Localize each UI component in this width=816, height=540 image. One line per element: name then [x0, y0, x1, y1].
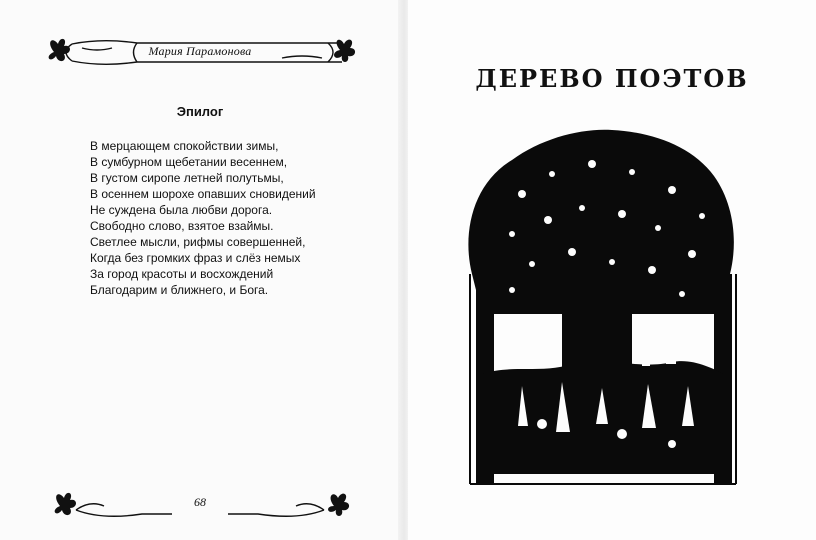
poem-line: Благодарим и ближнего, и Бога. [90, 283, 269, 297]
poem-line: В мерцающем спокойствии зимы, [90, 139, 279, 153]
running-head: Мария Парамонова [148, 44, 252, 58]
poem-title: Эпилог [176, 104, 224, 119]
poem-line: Светлее мысли, рифмы совершенней, [90, 235, 306, 249]
poem-line: Свободно слово, взятое взаймы. [90, 219, 274, 233]
poem-line: В густом сиропе летней полутьмы, [90, 171, 284, 185]
poem-text [90, 138, 316, 298]
poem-line: Когда без громких фраз и слёз немых [90, 251, 301, 265]
poem-line: В осеннем шорохе опавших сновидений [90, 187, 316, 201]
poem-line: В сумбурном щебетании весеннем, [90, 155, 288, 169]
tree-of-poets-illustration [452, 124, 754, 490]
section-title: ДЕРЕВО ПОЭТОВ [475, 64, 749, 93]
poem-line: Не суждена была любви дорога. [90, 203, 273, 217]
poem-line: За город красоты и восхождений [90, 267, 274, 281]
page-number: 68 [194, 495, 206, 509]
